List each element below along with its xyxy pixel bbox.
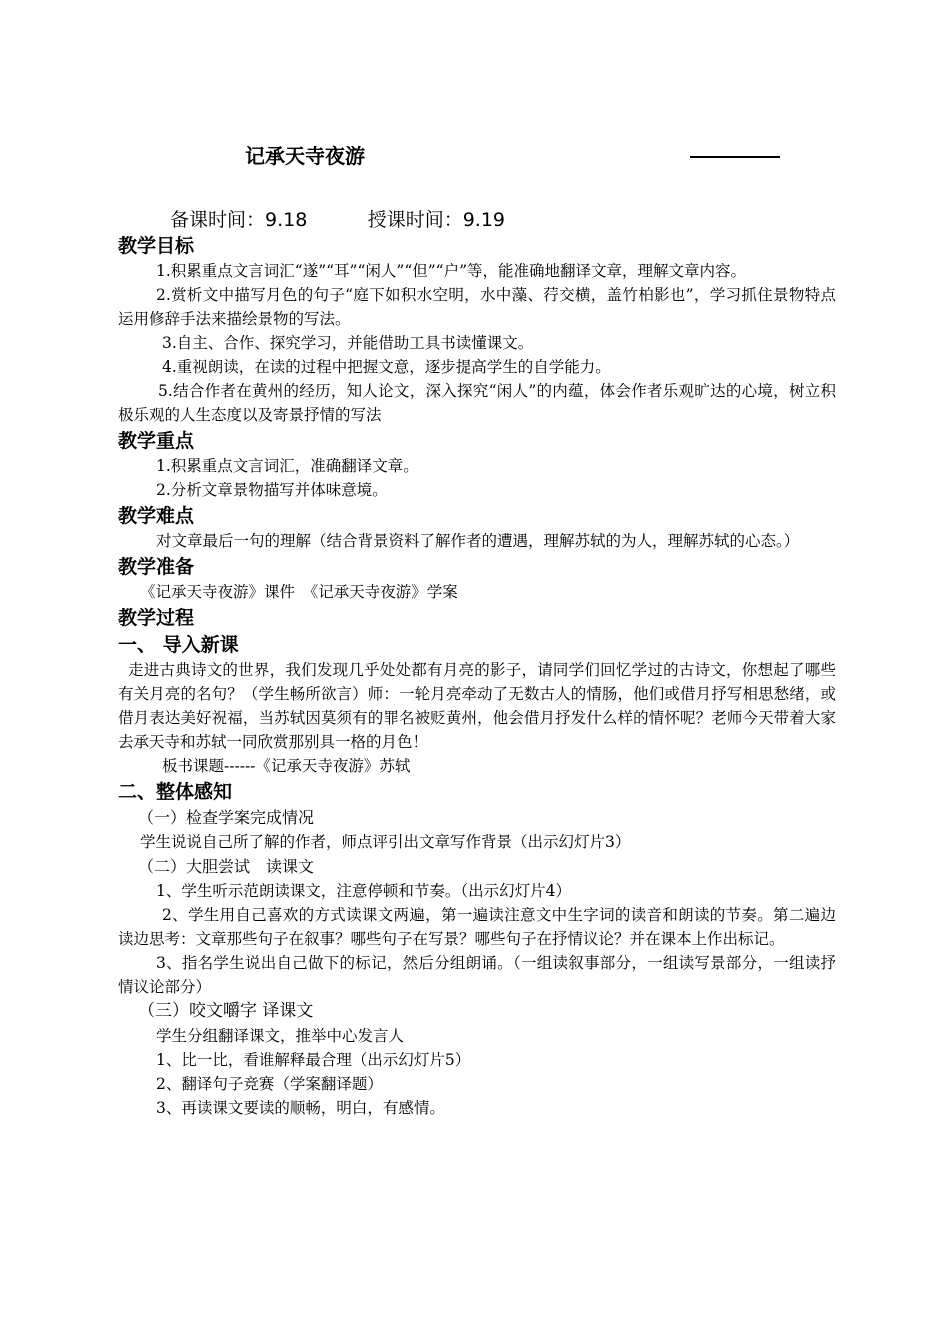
key-points-heading: 教学重点 bbox=[118, 430, 195, 452]
title-blank-line bbox=[690, 156, 780, 158]
part2-title: （二）大胆尝试 读课文 bbox=[138, 857, 315, 876]
board-title-text: 板书课题------《记承天寺夜游》苏轼 bbox=[162, 757, 411, 775]
part3-item: 2、翻译句子竞赛（学案翻译题） bbox=[156, 1075, 383, 1093]
objective-item: 2.赏析文中描写月色的句子“庭下如积水空明，水中藻、荇交横，盖竹柏影也”，学习抓住景物特点运用修辞手法来描绘景物的写法。 bbox=[118, 286, 836, 328]
part2-item: 1、学生听示范朗读课文，注意停顿和节奏。（出示幻灯片4） bbox=[156, 882, 571, 900]
teach-time: 授课时间：9.19 bbox=[367, 209, 506, 231]
key-point-item: 2.分析文章景物描写并体味意境。 bbox=[156, 481, 388, 499]
key-point-item: 1.积累重点文言词汇，准确翻译文章。 bbox=[156, 457, 419, 475]
process-heading: 教学过程 bbox=[118, 607, 195, 629]
part3-title: （三）咬文嚼字 译课文 bbox=[138, 1001, 314, 1021]
objective-item: 4.重视朗读，在读的过程中把握文意，逐步提高学生的自学能力。 bbox=[162, 358, 611, 376]
lesson-content bbox=[118, 230, 836, 1120]
part2-item: 2、学生用自己喜欢的方式读课文两遍，第一遍读注意文中生字词的读音和朗读的节奏。第二遍边读边思考：文章那些句子在叙事？哪些句子在写景？哪些句子在抒情议论？并在课本上作出标记。 bbox=[118, 906, 836, 948]
preparation-text: 《记承天寺夜游》课件 《记承天寺夜游》学案 bbox=[140, 583, 458, 601]
title-row bbox=[0, 142, 950, 172]
prep-time: 备课时间：9.18 bbox=[170, 209, 308, 231]
part1-text: 学生说说自己所了解的作者，师点评引出文章写作背景（出示幻灯片3） bbox=[140, 833, 631, 851]
objective-item: 5.结合作者在黄州的经历，知人论文，深入探究“闲人”的内蕴，体会作者乐观旷达的心境，树立积极乐观的人生态度以及寄景抒情的写法 bbox=[118, 382, 836, 424]
difficulty-text: 对文章最后一句的理解（结合背景资料了解作者的遭遇，理解苏轼的为人，理解苏轼的心态。） bbox=[156, 532, 800, 550]
intro-paragraph: 走进古典诗文的世界，我们发现几乎处处都有月亮的影子，请同学们回忆学过的古诗文，你想起了哪些有关月亮的名句？（学生畅所欲言）师：一轮月亮牵动了无数古人的情肠，他们或借月抒写相思愁绪，或借月表达美好祝福，当苏轼因莫须有的罪名被贬黄州，他会借月抒发什么样的情怀呢？老师今天带着大家去承天寺和苏轼一同欣赏那别具一格的月色！ bbox=[118, 661, 836, 751]
page-title: 记承天寺夜游 bbox=[245, 144, 365, 168]
part2-item: 3、指名学生说出自己做下的标记，然后分组朗诵。（一组读叙事部分，一组读写景部分，一组读抒情议论部分） bbox=[118, 954, 836, 996]
part3-intro: 学生分组翻译课文，推举中心发言人 bbox=[156, 1027, 405, 1045]
objective-item: 3.自主、合作、探究学习，并能借助工具书读懂课文。 bbox=[162, 334, 534, 352]
section2-heading: 二、整体感知 bbox=[118, 781, 233, 803]
objective-item: 1.积累重点文言词汇“遂”“耳”“闲人”“但”“户”等，能准确地翻译文章，理解文章内容。 bbox=[156, 262, 747, 280]
part3-item: 1、比一比，看谁解释最合理（出示幻灯片5） bbox=[156, 1051, 471, 1069]
objectives-heading: 教学目标 bbox=[118, 235, 195, 257]
section1-heading: 一、 导入新课 bbox=[118, 634, 239, 656]
part1-title: （一）检查学案完成情况 bbox=[138, 808, 315, 827]
preparation-heading: 教学准备 bbox=[118, 556, 195, 578]
part3-item: 3、再读课文要读的顺畅，明白，有感情。 bbox=[156, 1099, 445, 1117]
difficulty-heading: 教学难点 bbox=[118, 505, 195, 527]
